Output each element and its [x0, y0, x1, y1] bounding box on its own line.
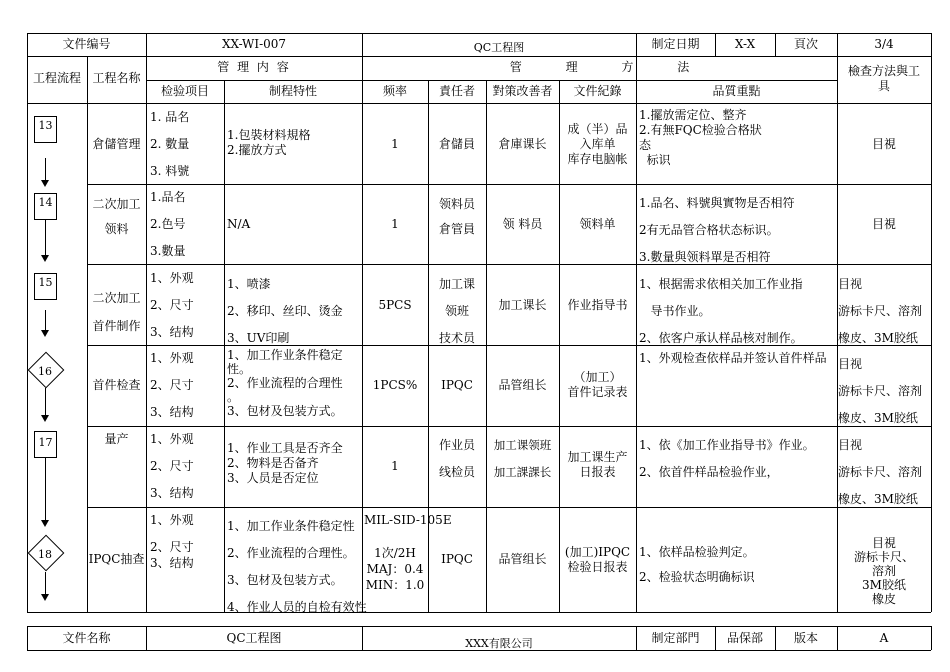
- owner: 加工课 领班 技术员: [438, 277, 475, 345]
- process-name: 二次加工 领料: [92, 197, 141, 236]
- inspect-item: 3、结构: [150, 405, 194, 419]
- inspect-item: 2、尺寸: [150, 459, 194, 473]
- inspect-method: 目视 游标卡尺、溶剂 橡皮、3M胶纸: [838, 357, 923, 425]
- frequency: 1PCS%: [372, 378, 418, 392]
- mgmt-content-header: 管 理 内 容: [217, 60, 291, 74]
- inspect-method: 目視 游标卡尺、 溶剂 3M胶纸 橡皮: [853, 536, 914, 606]
- inspect-method-header: 檢查方法與工具: [847, 64, 920, 93]
- improver: 加工课长: [498, 298, 547, 312]
- frequency: 1: [391, 459, 399, 473]
- inspect-item: 3、结构: [150, 486, 194, 500]
- col-improver: 對策改善者: [492, 84, 553, 98]
- process-name: 量产: [104, 432, 129, 446]
- inspect-item: 1. 品名: [150, 110, 190, 124]
- inspect-item: 2、尺寸: [150, 540, 194, 554]
- inspect-item: 1、外观: [150, 432, 194, 446]
- quality-focus: 1.品名、料號與實物是否相符 2有无品管合格状态标识。 3.數量與领料單是否相符: [639, 196, 795, 264]
- issue-date-label: 制定日期: [651, 37, 700, 51]
- col-frequency: 频率: [382, 84, 407, 98]
- frequency-standard: MIL-SID-105E: [364, 513, 452, 527]
- version-value: A: [879, 631, 889, 645]
- record-doc: （加工） 首件记录表: [567, 370, 628, 399]
- col-quality-focus: 品質重點: [712, 84, 761, 98]
- improver: 加工课领班 加工課課长: [493, 438, 552, 479]
- quality-focus: 1、依样品检验判定。 2、检验状态明确标识: [639, 545, 755, 584]
- version-label: 版本: [793, 631, 818, 645]
- flow-node-15: 15: [34, 273, 57, 300]
- mgmt-method-header: 管 理 方 法: [509, 60, 690, 74]
- frequency: 5PCS: [378, 298, 412, 312]
- flow-node-13: 13: [34, 116, 57, 143]
- record-doc: 作业指导书: [567, 298, 628, 312]
- improver: 品管组长: [498, 378, 547, 392]
- issue-date-value: X-X: [734, 37, 756, 51]
- improver: 品管组长: [498, 552, 547, 566]
- inspect-method: 目视 游标卡尺、溶剂 橡皮、3M胶纸: [838, 438, 923, 506]
- owner: IPQC: [441, 378, 473, 392]
- file-name-value: QC工程图: [226, 631, 282, 645]
- inspect-method: 目視: [871, 137, 896, 151]
- doc-no-label: 文件编号: [62, 37, 111, 51]
- process-name-header: 工程名称: [92, 71, 141, 85]
- col-inspect-item: 检验项目: [160, 84, 209, 98]
- process-feature: 1、加工作业条件稳定 性。 2、作业流程的合理性 。 3、包材及包装方式。: [227, 348, 343, 418]
- frequency: 1: [391, 137, 399, 151]
- doc-no-value: XX-WI-007: [221, 37, 287, 51]
- dept-label: 制定部門: [651, 631, 700, 645]
- record-doc: 领料单: [579, 217, 616, 231]
- quality-focus: 1、依《加工作业指导书》作业。 2、依首件样品检验作业，: [639, 438, 815, 479]
- inspect-item: 1.品名: [150, 190, 186, 204]
- inspect-item: 1、外观: [150, 351, 194, 365]
- process-feature: 1、作业工具是否齐全 2、物料是否备齐 3、人员是否定位: [227, 441, 343, 485]
- inspect-method: 目視: [871, 217, 896, 231]
- improver: 倉庫课长: [498, 137, 547, 151]
- inspect-item: 3.數量: [150, 244, 186, 258]
- process-feature: 1.包裝材料規格 2.擺放方式: [227, 128, 311, 157]
- inspect-item: 2. 數量: [150, 137, 190, 151]
- process-feature: 1、喷漆 2、移印、丝印、烫金 3、UV印刷: [227, 277, 343, 345]
- record-doc: (加工)IPQC 检验日报表: [564, 545, 631, 574]
- col-owner: 責任者: [438, 84, 475, 98]
- record-doc: 成（半）品 入库单 库存电脑帐: [567, 122, 628, 166]
- inspect-item: 3. 料號: [150, 164, 190, 178]
- record-doc: 加工课生产 日报表: [567, 450, 628, 479]
- process-name: 倉儲管理: [92, 137, 141, 151]
- process-name: 首件检查: [92, 378, 141, 392]
- inspect-item: 3、结构: [150, 325, 194, 339]
- owner: 倉儲員: [438, 137, 475, 151]
- frequency: 1次/2H MAJ：0.4 MIN：1.0: [365, 546, 425, 592]
- quality-focus: 1.擺放需定位、整齐 2.有無FQC检验合格狀 态 标识: [639, 108, 762, 167]
- file-name-label: 文件名称: [62, 631, 111, 645]
- col-process-feature: 制程特性: [268, 84, 317, 98]
- inspect-item: 2、尺寸: [150, 298, 194, 312]
- inspect-method: 目视 游标卡尺、溶剂 橡皮、3M胶纸: [838, 277, 923, 345]
- flow-node-17: 17: [34, 431, 57, 458]
- frequency: 1: [391, 217, 399, 231]
- flow-node-16-label: 16: [38, 365, 52, 378]
- inspect-item: 2、尺寸: [150, 378, 194, 392]
- inspect-item: 1、外观: [150, 271, 194, 285]
- process-feature: 1、加工作业条件稳定性 2、作业流程的合理性。 3、包材及包装方式。 4、作业人员的自检有效性: [227, 519, 367, 614]
- quality-focus: 1、根据需求依相关加工作业指 导书作业。 2、依客户承认样品核对制作。: [639, 277, 803, 345]
- process-name: IPQC抽查: [88, 552, 145, 566]
- process-name: 二次加工 首件制作: [92, 291, 141, 333]
- flow-column-header: 工程流程: [32, 71, 81, 85]
- owner: 作业员 线检员: [438, 438, 475, 479]
- flow-node-18-label: 18: [38, 548, 52, 561]
- col-record: 文件紀錄: [573, 84, 622, 98]
- owner: IPQC: [441, 552, 473, 566]
- page-label: 頁次: [793, 37, 818, 51]
- quality-focus: 1、外观检查依样品并签认首件样品: [639, 351, 827, 365]
- inspect-item: 1、外观: [150, 513, 194, 527]
- flow-node-14: 14: [34, 193, 57, 220]
- dept-value: 品保部: [726, 631, 763, 645]
- process-feature: N/A: [227, 217, 251, 231]
- company-name: XXX有限公司: [465, 637, 533, 650]
- page-value: 3/4: [874, 37, 894, 51]
- improver: 领 料员: [502, 217, 543, 231]
- doc-title: QC工程图: [473, 41, 525, 54]
- owner: 领料员 倉管員: [438, 197, 475, 236]
- inspect-item: 3、结构: [150, 556, 194, 570]
- inspect-item: 2.色号: [150, 217, 186, 231]
